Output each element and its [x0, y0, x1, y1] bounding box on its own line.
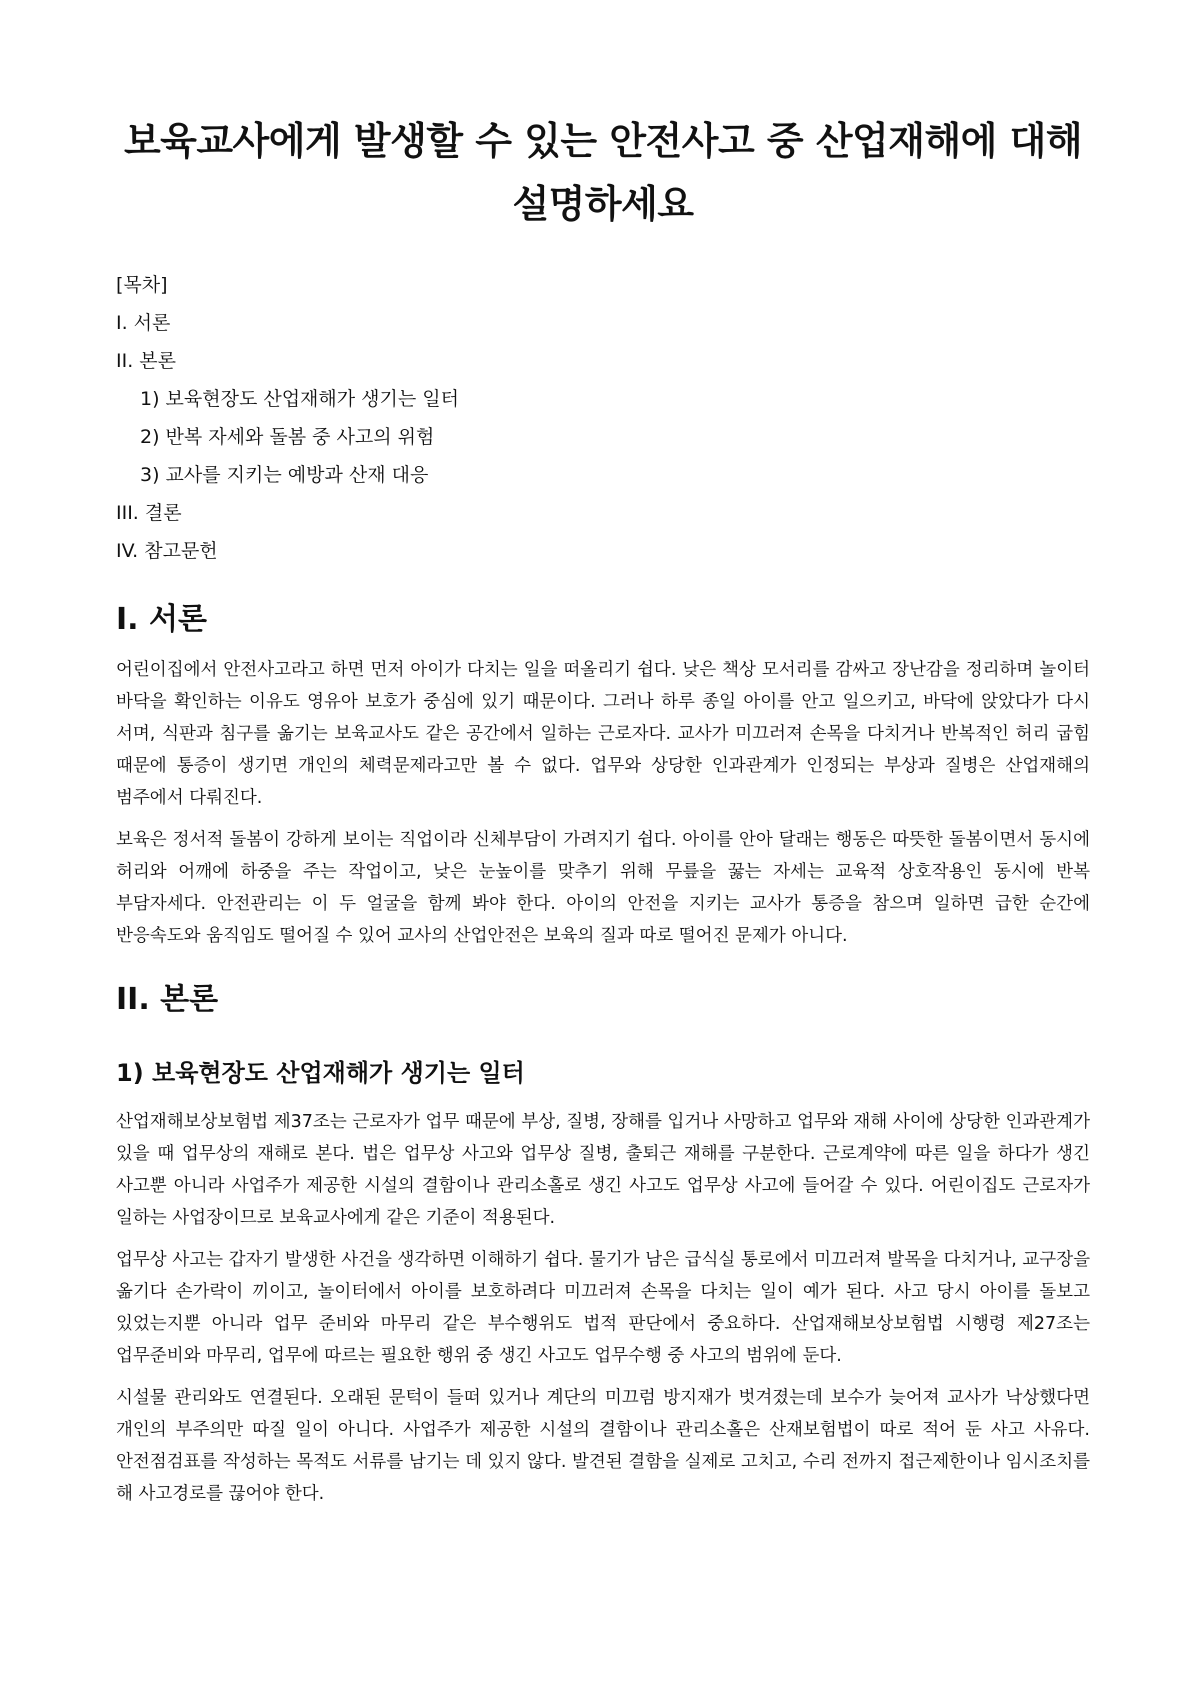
table-of-contents [116, 266, 1090, 570]
toc-subitem: 2) 반복 자세와 돌봄 중 사고의 위험 [140, 426, 435, 448]
toc-heading: [목차] [116, 274, 168, 296]
subsection-heading: 1) 보육현장도 산업재해가 생기는 일터 [116, 1059, 525, 1087]
section-heading: II. 본론 [116, 982, 219, 1017]
paragraph: 산업재해보상보험법 제37조는 근로자가 업무 때문에 부상, 질병, 장해를 입거나 사망하고 업무와 재해 사이에 상당한 인과관계가 있을 때 업무상의 재해로 본다. 법은 업무상 사고와 업무상 질병, 출퇴근 재해를 구분한다. 근로계약에 따른 일을 하다가 생긴 사고뿐 아니라 사업주가 제공한 시설의 결함이나 관리소홀로 생긴 사고도 업무상 사고에 들어갈 수 있다. 어린이집도 근로자가 일하는 사업장이므로 보육교사에게 같은 기준이 적용된다. [116, 1112, 1090, 1228]
toc-subitem: 3) 교사를 지키는 예방과 산재 대응 [140, 464, 429, 486]
document-title: 보육교사에게 발생할 수 있는 안전사고 중 산업재해에 대해 설명하세요 [123, 119, 1083, 226]
toc-item: III. 결론 [116, 502, 182, 524]
paragraph: 시설물 관리와도 연결된다. 오래된 문턱이 들떠 있거나 계단의 미끄럼 방지재가 벗겨졌는데 보수가 늦어져 교사가 낙상했다면 개인의 부주의만 따질 일이 아니다. 사업주가 제공한 시설의 결함이나 관리소홀은 산재보험법이 따로 적어 둔 사고 사유다. 안전점검표를 작성하는 목적도 서류를 남기는 데 있지 않다. 발견된 결함을 실제로 고치고, 수리 전까지 접근제한이나 임시조치를 해 사고경로를 끊어야 한다. [116, 1388, 1090, 1504]
paragraph: 업무상 사고는 갑자기 발생한 사건을 생각하면 이해하기 쉽다. 물기가 남은 급식실 통로에서 미끄러져 발목을 다치거나, 교구장을 옮기다 손가락이 끼이고, 놀이터에서 아이를 보호하려다 미끄러져 손목을 다치는 일이 예가 된다. 사고 당시 아이를 돌보고 있었는지뿐 아니라 업무 준비와 마무리 같은 부수행위도 법적 판단에서 중요하다. 산업재해보상보험법 시행령 제27조는 업무준비와 마무리, 업무에 따르는 필요한 행위 중 생긴 사고도 업무수행 중 사고의 범위에 둔다. [116, 1250, 1090, 1366]
section-heading: I. 서론 [116, 602, 207, 637]
toc-item: I. 서론 [116, 312, 171, 334]
intro-section [116, 600, 1090, 952]
paragraph: 어린이집에서 안전사고라고 하면 먼저 아이가 다치는 일을 떠올리기 쉽다. 낮은 책상 모서리를 감싸고 장난감을 정리하며 놀이터 바닥을 확인하는 이유도 영유아 보호가 중심에 있기 때문이다. 그러나 하루 종일 아이를 안고 일으키고, 바닥에 앉았다가 다시 서며, 식판과 침구를 옮기는 보육교사도 같은 공간에서 일하는 근로자다. 교사가 미끄러져 손목을 다치거나 반복적인 허리 굽힘 때문에 통증이 생기면 개인의 체력문제라고만 볼 수 없다. 업무와 상당한 인과관계가 인정되는 부상과 질병은 산업재해의 범주에서 다뤄진다. [116, 660, 1090, 808]
toc-item: IV. 참고문헌 [116, 540, 218, 562]
toc-item: II. 본론 [116, 350, 176, 372]
paragraph: 보육은 정서적 돌봄이 강하게 보이는 직업이라 신체부담이 가려지기 쉽다. 아이를 안아 달래는 행동은 따뜻한 돌봄이면서 동시에 허리와 어깨에 하중을 주는 작업이고, 낮은 눈높이를 맞추기 위해 무릎을 꿇는 자세는 교육적 상호작용인 동시에 반복 부담자세다. 안전관리는 이 두 얼굴을 함께 봐야 한다. 아이의 안전을 지키는 교사가 통증을 참으며 일하면 급한 순간에 반응속도와 움직임도 떨어질 수 있어 교사의 산업안전은 보육의 질과 따로 떨어진 문제가 아니다. [116, 830, 1090, 946]
toc-subitem: 1) 보육현장도 산업재해가 생기는 일터 [140, 388, 459, 410]
body-section [116, 980, 1090, 1510]
subsection [116, 1056, 1090, 1510]
